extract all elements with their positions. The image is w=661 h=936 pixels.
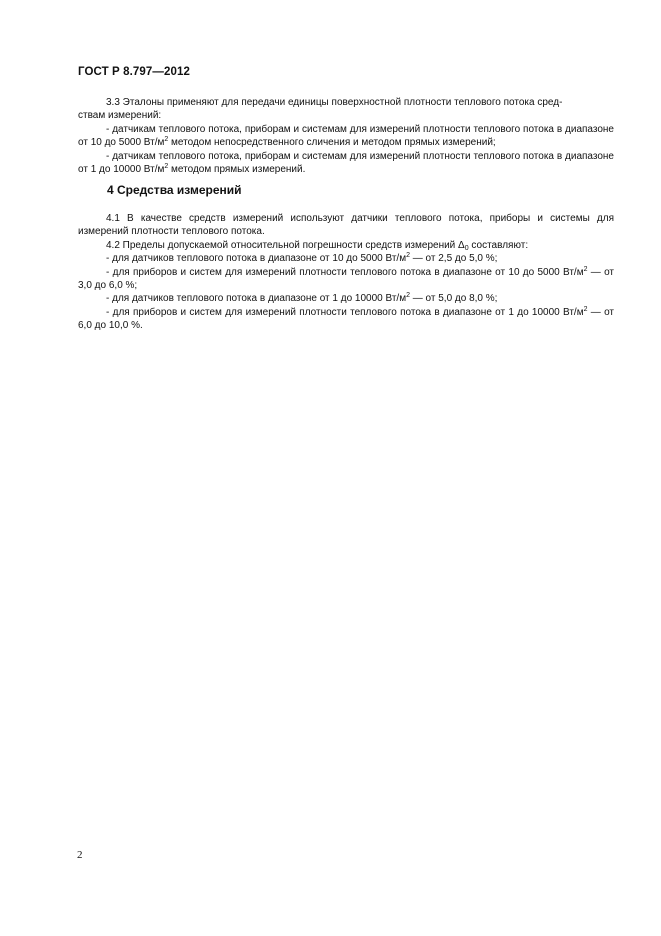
item-text: - датчикам теплового потока, приборам и системам для измерений плотности теплового потока в диапазоне от 1 до 10000 Вт/м bbox=[78, 150, 614, 176]
item-text: - для приборов и систем для измерений плотности теплового потока в диапазоне от 10 до 5000 Вт/м bbox=[106, 266, 584, 278]
section-4-body bbox=[78, 212, 614, 333]
item-text: — от 6,0 до 10,0 %. bbox=[78, 306, 614, 332]
subscript: 0 bbox=[464, 244, 469, 252]
clause-4-2-item-2 bbox=[78, 266, 614, 293]
page-number: 2 bbox=[77, 849, 83, 861]
clause-4-2-intro bbox=[78, 239, 614, 252]
item-text: - для приборов и систем для измерений плотности теплового потока в диапазоне от 1 до 10000 Вт/м bbox=[106, 306, 584, 318]
clause-3-3 bbox=[78, 96, 614, 176]
superscript: 2 bbox=[406, 252, 410, 260]
section-4-title: 4 Средства измерений bbox=[107, 183, 242, 197]
clause-3-3-line2: ствам измерений: bbox=[78, 110, 162, 122]
document-header: ГОСТ Р 8.797—2012 bbox=[78, 66, 190, 78]
item-text: составляют: bbox=[468, 239, 529, 251]
item-text: - для датчиков теплового потока в диапазоне от 1 до 10000 Вт/м bbox=[106, 293, 407, 305]
clause-3-3-item-2 bbox=[78, 150, 614, 177]
clause-4-2-item-1 bbox=[78, 252, 614, 265]
superscript: 2 bbox=[583, 265, 588, 273]
item-text: — от 5,0 до 8,0 %; bbox=[409, 293, 498, 305]
clause-3-3-intro bbox=[78, 96, 614, 123]
clause-3-3-item-1 bbox=[78, 123, 614, 150]
item-text: методом прямых измерений. bbox=[168, 164, 306, 176]
item-text: — от 3,0 до 6,0 %; bbox=[78, 266, 614, 292]
superscript: 2 bbox=[406, 292, 410, 300]
item-text: методом непосредственного сличения и методом прямых измерений; bbox=[168, 137, 496, 149]
superscript: 2 bbox=[164, 136, 169, 144]
clause-4-1: 4.1 В качестве средств измерений используют датчики теплового потока, приборы и системы для измерений плотности теплового потока. bbox=[78, 213, 614, 238]
item-text: - для датчиков теплового потока в диапазоне от 10 до 5000 Вт/м bbox=[106, 253, 407, 265]
item-text: 4.2 Пределы допускаемой относительной погрешности средств измерений Δ bbox=[106, 239, 465, 251]
item-text: — от 2,5 до 5,0 %; bbox=[409, 253, 498, 265]
superscript: 2 bbox=[583, 305, 588, 313]
superscript: 2 bbox=[164, 163, 169, 171]
clause-4-2-item-3 bbox=[78, 292, 614, 305]
clause-4-2-item-4 bbox=[78, 306, 614, 333]
clause-3-3-line1: 3.3 Эталоны применяют для передачи единицы поверхностной плотности теплового потока сред- bbox=[106, 97, 563, 108]
item-text: - датчикам теплового потока, приборам и системам для измерений плотности теплового потока в диапазоне от 10 до 5000 Вт/м bbox=[78, 123, 614, 149]
